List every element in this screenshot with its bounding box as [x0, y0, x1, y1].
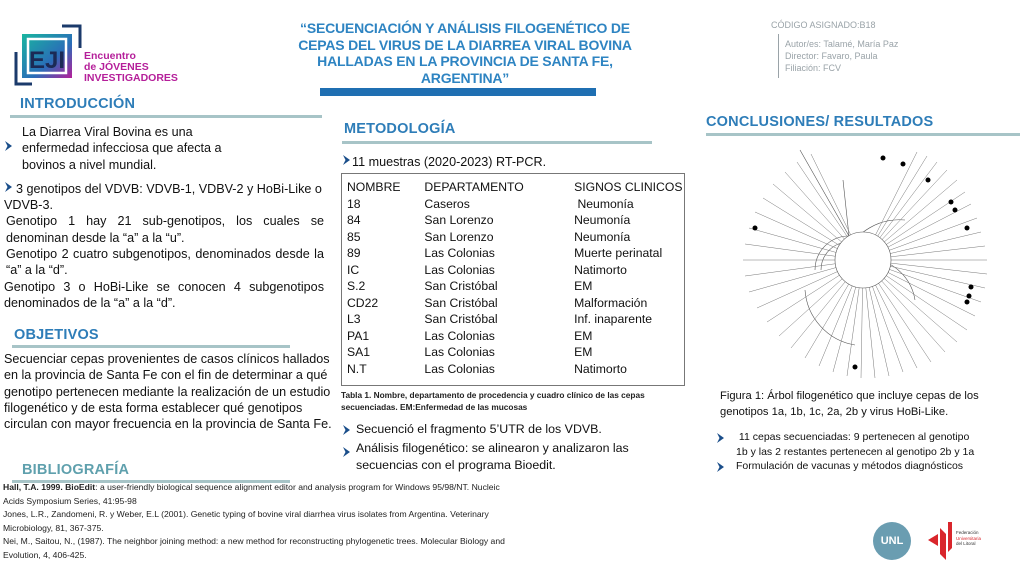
intro-section	[4, 124, 324, 311]
cell-name: S.2	[347, 279, 366, 293]
assigned-code: CÓDIGO ASIGNADO:B18	[771, 20, 876, 30]
cell-signs: Malformación	[574, 295, 648, 310]
table-row	[347, 278, 684, 295]
reference: Hall, T.A. 1999. BioEdit: a user-friendly biological sequence alignment editor and analysis program for Windows 95/98/NT. Nucleic Acids Symposium Series, 41:95-98	[3, 482, 500, 506]
column-header: DEPARTAMENTO	[424, 180, 524, 194]
chevron-right-icon	[4, 140, 22, 156]
cell-signs: Natimorto	[574, 361, 627, 376]
objectives-heading: OBJETIVOS	[14, 327, 99, 343]
chevron-right-icon	[342, 421, 356, 440]
column-header: NOMBRE	[347, 180, 401, 194]
cell-department: San Cristóbal	[424, 279, 498, 293]
samples-line: 11 muestras (2020-2023) RT-PCR.	[342, 154, 546, 170]
poster-title	[280, 20, 650, 86]
intro-paragraph: Genotipo 2 cuatro subgenotipos, denominados desde la “a” a la “d”.	[6, 247, 324, 278]
intro-bullet: La Diarrea Viral Bovina es una enfermedad infecciosa que afecta a bovinos a nivel mundial.	[4, 124, 324, 173]
author-info	[778, 34, 898, 78]
cell-name: 89	[347, 246, 361, 260]
column-header: SIGNOS CLINICOS	[574, 180, 683, 194]
eji-logo	[14, 24, 82, 86]
ful-logo	[926, 518, 956, 564]
title-line: “SECUENCIACIÓN Y ANÁLISIS FILOGENÉTICO DE	[300, 20, 630, 36]
section-divider	[706, 133, 1020, 136]
conclusions-heading: CONCLUSIONES/ RESULTADOS	[706, 114, 934, 130]
cell-name: 18	[347, 196, 361, 211]
cell-department: Las Colonias	[424, 246, 495, 260]
bibliography-list	[3, 481, 515, 562]
methodology-bullets	[342, 421, 672, 473]
title-underline	[320, 88, 596, 96]
reference: Nei, M., Saitou, N., (1987). The neighbor joining method: a new method for reconstructing phylogenetic trees. Molecular Biology and Evolution, 4, 406-425.	[3, 536, 505, 560]
ful-line: Universitaria	[956, 535, 982, 541]
chevron-right-icon	[342, 154, 352, 170]
samples-table-box	[341, 173, 685, 386]
title-line: CEPAS DEL VIRUS DE LA DIARREA VIRAL BOVINA	[298, 36, 632, 53]
phylogenetic-tree-image	[705, 140, 1023, 380]
method-bullet: Secuenció el fragmento 5’UTR de los VDVB.	[342, 421, 672, 440]
cell-name: L3	[347, 312, 361, 326]
table-row	[347, 229, 684, 246]
intro-bullet: 3 genotipos del VDVB: VDVB-1, VDBV-2 y HoBi-Like o VDVB-3.	[4, 181, 322, 213]
cell-signs: Neumonía	[574, 213, 631, 227]
unl-logo: UNL	[873, 522, 911, 560]
title-line: ARGENTINA”	[420, 69, 510, 86]
table-row	[347, 344, 684, 361]
figure-caption: Figura 1: Árbol filogenético que incluye cepas de los genotipos 1a, 1b, 1c, 2a, 2b y virus HoBi-Like.	[720, 390, 979, 418]
logo-text	[84, 51, 178, 84]
cell-signs: Neumonía	[574, 196, 634, 211]
title-line: HALLADAS EN LA PROVINCIA DE SANTA FE,	[317, 53, 613, 69]
table-row	[347, 245, 684, 262]
intro-paragraph: Genotipo 1 hay 21 sub-genotipos, los cuales se denominan desde la “a” a la “u”.	[6, 214, 324, 245]
authors: Autor/es: Talamé, María Paz	[785, 39, 899, 49]
chevron-right-icon	[716, 459, 736, 478]
conclusion-bullet: 11 cepas secuenciadas: 9 pertenecen al genotipo 1b y las 2 restantes pertenecen al genotipo 2b y 1a	[716, 430, 1016, 459]
bibliography-heading: BIBLIOGRAFÍA	[22, 462, 130, 478]
cell-signs: Neumonía	[574, 229, 631, 244]
cell-signs: Muerte perinatal	[574, 246, 663, 260]
affiliation: Filiación: FCV	[785, 63, 842, 73]
logo-line: Encuentro	[84, 50, 136, 62]
table-row	[347, 262, 684, 279]
samples-table	[347, 179, 684, 377]
ful-line: del Litoral	[956, 541, 976, 546]
cell-signs: Inf. inaparente	[574, 312, 653, 326]
cell-name: 84	[347, 213, 361, 227]
cell-name: CD22	[347, 295, 379, 310]
cell-department: Las Colonias	[424, 328, 495, 343]
methodology-heading: METODOLOGÍA	[344, 121, 456, 137]
table-row	[347, 361, 684, 378]
phylogenetic-tree-figure	[705, 140, 1023, 380]
cell-department: Las Colonias	[424, 361, 495, 376]
cell-name: N.T	[347, 361, 367, 376]
ful-line: Federación	[956, 530, 979, 535]
intro-paragraph: Genotipo 3 o HoBi-Like se conocen 4 subgenotipos denominados de la “a” a la “d”.	[4, 279, 324, 310]
table-row	[347, 311, 684, 328]
table-header-row	[347, 179, 684, 196]
conclusion-bullets	[716, 430, 1016, 478]
section-divider	[342, 141, 652, 144]
method-bullet: Análisis filogenético: se alinearon y analizaron las secuencias con el programa Bioedit.	[342, 440, 672, 473]
cell-department: Las Colonias	[424, 262, 495, 277]
table-row	[347, 328, 684, 345]
section-divider	[12, 345, 290, 348]
cell-signs: Natimorto	[574, 262, 627, 277]
svg-text:EJI: EJI	[28, 47, 66, 74]
section-divider	[10, 115, 322, 118]
reference: Jones, L.R., Zandomeni, R. y Weber, E.L (2001). Genetic typing of bovine viral diarrhea virus isolates from Argentina. Veterinary Microbiology, 81, 367-375.	[3, 509, 489, 533]
table-row	[347, 212, 684, 229]
cell-name: IC	[347, 262, 360, 277]
cell-department: San Lorenzo	[424, 229, 494, 244]
intro-heading: INTRODUCCIÓN	[20, 96, 136, 112]
cell-signs: EM	[574, 328, 593, 343]
director: Director: Favaro, Paula	[785, 51, 878, 61]
conclusion-bullet: Formulación de vacunas y métodos diagnósticos	[716, 459, 1016, 478]
cell-department: San Cristóbal	[424, 312, 498, 326]
table-caption: Tabla 1. Nombre, departamento de procedencia y cuadro clínico de las cepas secuenciadas. EM:Enfermedad de las mucosas	[341, 390, 645, 412]
cell-department: San Cristóbal	[424, 295, 498, 310]
cell-department: Las Colonias	[424, 345, 495, 359]
cell-department: San Lorenzo	[424, 213, 494, 227]
cell-name: SA1	[347, 345, 371, 359]
cell-signs: EM	[574, 345, 593, 359]
cell-name: PA1	[347, 328, 370, 343]
table-row	[347, 295, 684, 312]
cell-department: Caseros	[424, 196, 470, 211]
ful-logo-text	[956, 530, 981, 547]
objectives-text: Secuenciar cepas provenientes de casos clínicos hallados en la provincia de Santa Fe con el fin de determinar a qué genotipo pertenecen mediante la realización de un estudio filogenético y de esta forma establecer qué genotipos circulan con mayor frecuencia en la provincia de Santa Fe.	[4, 352, 332, 432]
chevron-right-icon	[342, 440, 356, 473]
logo-line: de JÓVENES	[84, 61, 149, 73]
cell-name: 85	[347, 229, 361, 244]
chevron-right-icon	[716, 430, 736, 459]
cell-signs: EM	[574, 279, 593, 293]
table-row	[347, 196, 684, 213]
logo-line: INVESTIGADORES	[84, 72, 178, 84]
chevron-right-icon	[4, 181, 16, 197]
